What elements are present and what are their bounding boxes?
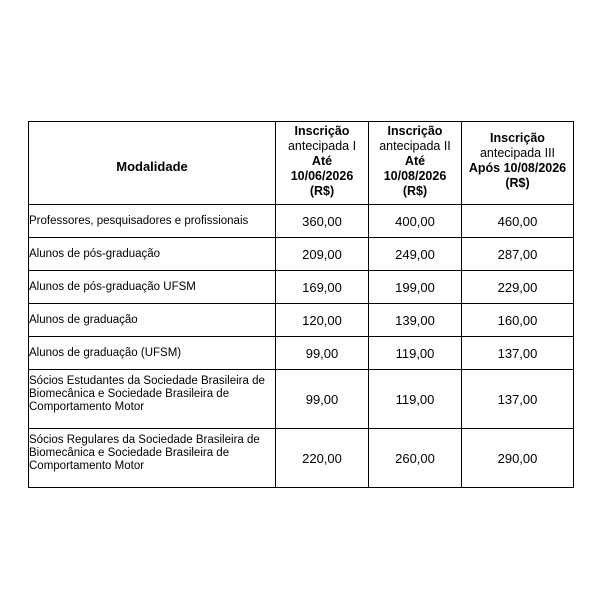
header-period-2-qualifier: Até [404, 153, 426, 168]
modalidade-cell: Professores, pesquisadores e profissionais [29, 205, 276, 238]
table-row [29, 271, 574, 304]
table-row [29, 429, 574, 488]
price-cell: 260,00 [369, 429, 462, 488]
price-cell: 160,00 [462, 304, 574, 337]
price-cell: 229,00 [462, 271, 574, 304]
table-row [29, 205, 574, 238]
header-modalidade: Modalidade [29, 122, 276, 205]
modalidade-cell: Alunos de graduação [29, 304, 276, 337]
header-period-1-date: 10/06/2026 [290, 168, 354, 183]
header-period-2 [369, 122, 462, 205]
price-cell: 137,00 [462, 370, 574, 429]
header-period-1 [276, 122, 369, 205]
header-period-3-subtitle: antecipada III [479, 146, 556, 160]
price-cell: 199,00 [369, 271, 462, 304]
price-cell: 249,00 [369, 238, 462, 271]
header-period-3-title: Inscrição [490, 131, 545, 145]
price-cell: 220,00 [276, 429, 369, 488]
modalidade-cell: Alunos de graduação (UFSM) [29, 337, 276, 370]
header-period-1-subtitle: antecipada I [287, 138, 357, 153]
price-cell: 209,00 [276, 238, 369, 271]
price-cell: 169,00 [276, 271, 369, 304]
table-header-row [29, 122, 574, 205]
price-cell: 99,00 [276, 370, 369, 429]
header-period-2-currency: (R$) [402, 183, 428, 198]
header-period-3-date: 10/08/2026 [503, 161, 567, 175]
modalidade-cell: Alunos de pós-graduação [29, 238, 276, 271]
header-period-2-date: 10/08/2026 [383, 168, 447, 183]
price-cell: 139,00 [369, 304, 462, 337]
table-row [29, 238, 574, 271]
table-row [29, 370, 574, 429]
header-period-2-title: Inscrição [387, 123, 443, 138]
price-cell: 360,00 [276, 205, 369, 238]
price-cell: 119,00 [369, 370, 462, 429]
table-row [29, 337, 574, 370]
price-cell: 400,00 [369, 205, 462, 238]
header-period-2-subtitle: antecipada II [379, 138, 451, 153]
header-period-3-qualifier: Após [468, 161, 501, 175]
price-cell: 120,00 [276, 304, 369, 337]
price-cell: 99,00 [276, 337, 369, 370]
header-period-3 [462, 122, 574, 205]
price-cell: 460,00 [462, 205, 574, 238]
modalidade-cell: Sócios Estudantes da Sociedade Brasileira de Biomecânica e Sociedade Brasileira de Comportamento Motor [29, 370, 276, 429]
price-cell: 119,00 [369, 337, 462, 370]
price-cell: 137,00 [462, 337, 574, 370]
price-cell: 287,00 [462, 238, 574, 271]
modalidade-cell: Sócios Regulares da Sociedade Brasileira de Biomecânica e Sociedade Brasileira de Comportamento Motor [29, 429, 276, 488]
header-period-1-qualifier: Até [311, 153, 333, 168]
header-period-1-currency: (R$) [309, 183, 335, 198]
header-period-3-qualifier-date [462, 161, 573, 176]
table-row [29, 304, 574, 337]
header-period-1-title: Inscrição [294, 123, 350, 138]
modalidade-cell: Alunos de pós-graduação UFSM [29, 271, 276, 304]
registration-price-table [28, 121, 574, 488]
header-period-3-currency: (R$) [505, 176, 530, 190]
price-cell: 290,00 [462, 429, 574, 488]
